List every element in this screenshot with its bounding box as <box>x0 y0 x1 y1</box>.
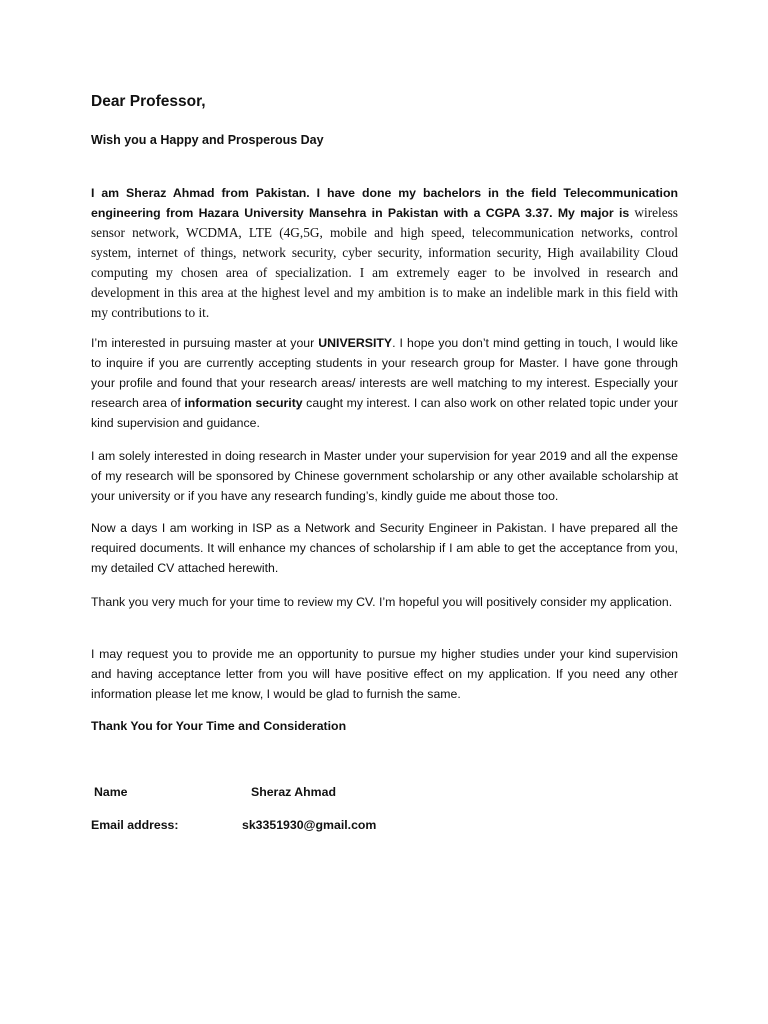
interest-text-b: . I hope you don’t mind getting in touch, I would like to inquire if you are currently accepting students in your research group for Master. I have gone through your profile and found that your research areas/ interests are well matching to my interest. Especially your research area of <box>91 336 678 410</box>
email-label: Email address: <box>91 818 179 832</box>
email-value: sk3351930@gmail.com <box>242 818 377 832</box>
name-label: Name <box>94 785 128 799</box>
paragraph-thanks: Thank you very much for your time to review my CV. I’m hopeful you will positively consider my application. <box>91 595 673 609</box>
interest-text-a: I’m interested in pursuing master at your <box>91 336 319 350</box>
paragraph-request: I may request you to provide me an opportunity to pursue my higher studies under your kind supervision and having acceptance letter from you will have positive effect on my application. If you need any other information please let me know, I would be glad to furnish the same. <box>91 647 678 701</box>
wish-line: Wish you a Happy and Prosperous Day <box>91 133 324 147</box>
paragraph-work: Now a days I am working in ISP as a Network and Security Engineer in Pakistan. I have prepared all the required documents. It will enhance my chances of scholarship if I am able to get the acceptance from you, my detailed CV attached herewith. <box>91 521 678 575</box>
greeting: Dear Professor, <box>91 93 206 110</box>
interest-text-c: caught my interest. I can also work on other related topic under your kind supervision and guidance. <box>91 396 678 430</box>
university-text: UNIVERSITY <box>318 336 393 350</box>
paragraph-intro <box>91 183 678 323</box>
intro-major-text: wireless sensor network, WCDMA, LTE (4G,5G, mobile and high speed, telecommunication networks, control system, internet of things, network security, cyber security, information security, High availability Cloud computing my chosen area of specialization. I am extremely eager to be involved in research and development in this area at the highest level and my ambition is to make an indelible mark in this field with my contributions to it. <box>91 205 678 320</box>
name-value: Sheraz Ahmad <box>251 785 336 799</box>
paragraph-interest <box>91 333 678 433</box>
closing-line: Thank You for Your Time and Consideration <box>91 719 347 733</box>
information-security-text: information security <box>184 396 303 410</box>
intro-bold-text: I am Sheraz Ahmad from Pakistan. I have done my bachelors in the field Telecommunication engineering from Hazara University Mansehra in Pakistan with a CGPA 3.37. My major is <box>91 186 678 220</box>
paragraph-funding: I am solely interested in doing research in Master under your supervision for year 2019 and all the expense of my research will be sponsored by Chinese government scholarship or any other available scholarship at your university or if you have any research funding’s, kindly guide me about those too. <box>91 449 678 503</box>
